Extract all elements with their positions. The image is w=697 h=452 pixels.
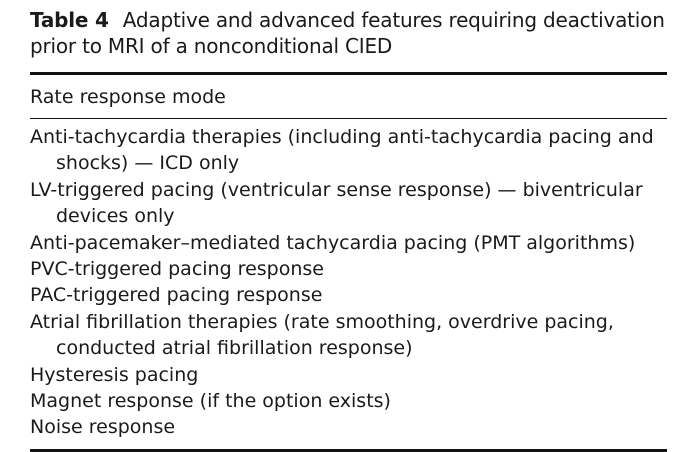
table-rows (30, 119, 667, 441)
table-row: Noise response (30, 416, 176, 439)
table-row: PAC-triggered pacing response (30, 284, 323, 307)
table-caption (30, 7, 667, 59)
table-caption-text: Adaptive and advanced features requiring deactivation prior to MRI of a nonconditional CIED (30, 8, 665, 58)
table-row: Hysteresis pacing (30, 363, 199, 386)
table-row: LV-triggered pacing (ventricular sense response) — biventricular devices only (30, 178, 643, 228)
table-row: Magnet response (if the option exists) (30, 390, 391, 413)
table-4 (30, 0, 667, 452)
table-label: Table 4 (30, 8, 109, 32)
bottom-rule (30, 449, 667, 452)
table-header: Rate response mode (30, 86, 226, 108)
table-row: Anti-tachycardia therapies (including anti-tachycardia pacing and shocks) — ICD only (30, 126, 654, 175)
table-row: Atrial fibrillation therapies (rate smoothing, overdrive pacing, conducted atrial fibrillation response) (30, 310, 614, 360)
table-row: PVC-triggered pacing response (30, 258, 324, 281)
table-row: Anti-pacemaker–mediated tachycardia pacing (PMT algorithms) (30, 231, 636, 254)
